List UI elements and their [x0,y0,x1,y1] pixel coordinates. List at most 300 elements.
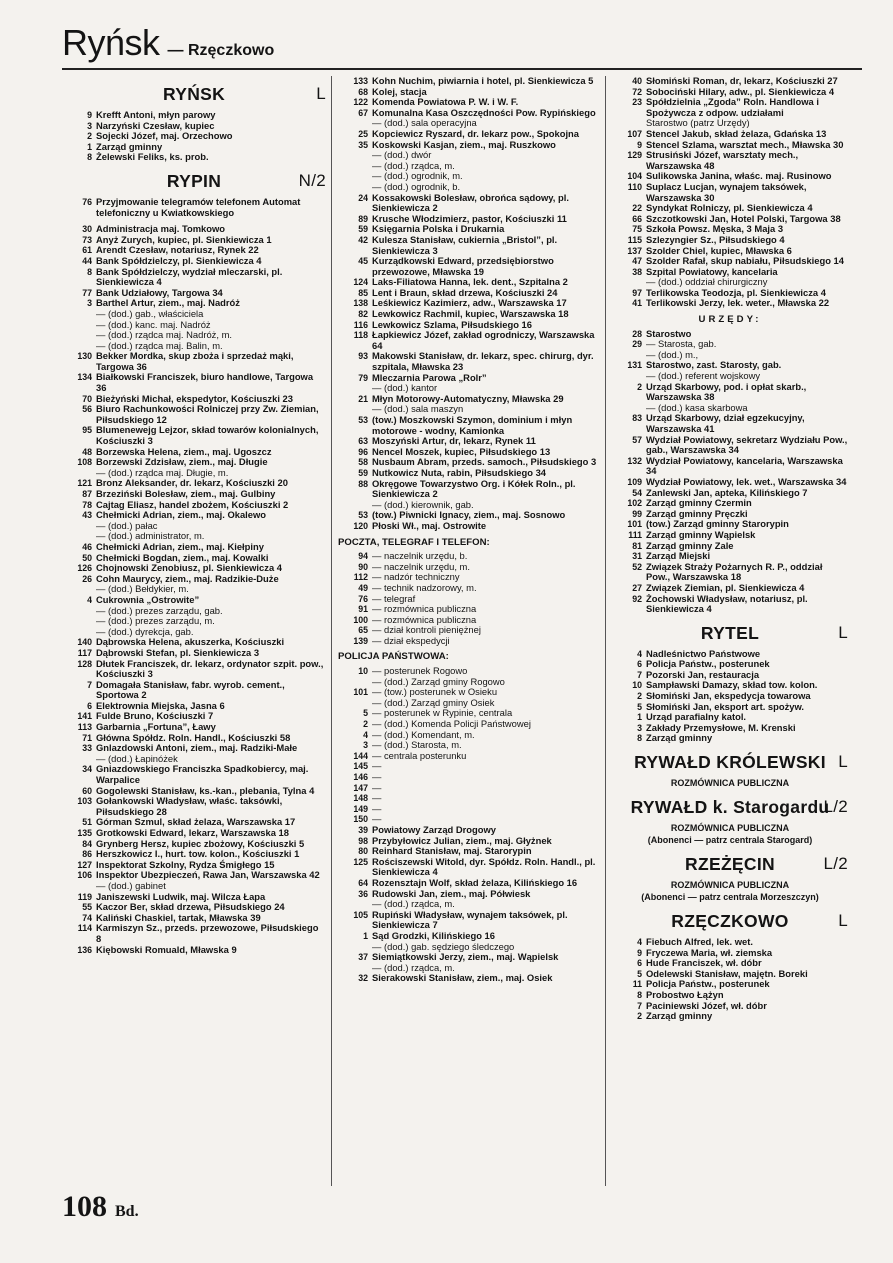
phone-number: 47 [632,256,642,267]
subscriber-name: Kaliński Chaskiel, tartak, Mławska 39 [96,911,261,923]
phone-number [338,404,368,415]
phone-number: 4 [637,937,642,947]
subscriber-name: Hude Franciszek, wł. dóbr [646,957,762,969]
phone-number: 9 [637,139,642,150]
phone-number: 7 [87,679,92,690]
phone-number: 3 [363,740,368,751]
listing [612,97,848,118]
listing [62,923,326,944]
listing [338,825,600,836]
subscriber-name: Rudowski Jan, ziem., maj. Półwiesk [372,887,531,899]
subscriber-name: Odelewski Stanisław, majętn. Boreki [646,967,808,979]
subscriber-name: Borzewska Helena, ziem., maj. Ugoszcz [96,445,272,457]
town-note: ROZMÓWNICA PUBLICZNA [670,822,790,833]
subscriber-name: Sulikowska Janina, właśc. maj. Rusinowo [646,170,832,182]
phone-number: 31 [632,551,642,562]
subscriber-name: Zarząd gminny [646,732,713,744]
phone-number: 50 [82,552,92,563]
listing [62,425,326,446]
phone-number: 145 [353,761,368,772]
phone-number: 53 [358,510,368,521]
phone-number: 55 [82,902,92,913]
listing [62,110,326,121]
subscriber-name: Syndykat Rolniczy, pl. Sienkiewicza 4 [646,202,813,214]
phone-number: 94 [358,551,368,562]
phone-number: 46 [82,541,92,552]
subscriber-name: Makowski Stanisław, dr. lekarz, spec. chirurg, dyr. szpitala, Mławska 23 [372,350,594,373]
listing [338,330,600,351]
phone-number: 63 [358,436,368,447]
subscriber-name: Powiatowy Zarząd Drogowy [372,823,496,835]
phone-number: 81 [632,540,642,551]
subscriber-name: Gniazdowskiego Franciszka Spadkobiercy, maj. Warpalice [96,763,309,786]
town-name: RZEŻĘCIN [685,853,775,874]
subscriber-name: Wydział Powiatowy, sekretarz Wydziału Pow., gab., Warszawska 34 [646,433,848,456]
phone-number [62,320,92,331]
subscriber-name: Inspektor Ubezpieczeń, Rawa Jan, Warszawska 42 [96,869,320,881]
phone-number [338,118,368,129]
phone-number: 24 [358,192,368,203]
phone-number: 44 [82,255,92,266]
subscriber-name: — (dod.) administrator, m. [96,530,205,542]
subscriber-name: — (dod.) Bełdykier, m. [96,583,189,595]
subscriber-name: — (dod.) rządca, m. [372,159,455,171]
subscriber-name: Bekker Mordka, skup zboża i sprzedaż mąki, Targowa 36 [96,350,294,372]
subscriber-name: Kulesza Stanisław, cukiernia „Bristol”, pl. Sienkiewicza 3 [372,233,558,256]
phone-number [612,277,642,288]
subscriber-name: Chełmicki Adrian, ziem., maj. Kiełpiny [96,540,264,552]
phone-number: 10 [358,666,368,677]
page-footer [62,1190,139,1224]
subscriber-name: — (dod.) sala operacyjna [372,117,477,129]
phone-number: 101 [353,687,368,698]
subscriber-name: Komunalna Kasa Oszczędności Pow. Rypińskiego [372,106,596,118]
listing [62,659,326,680]
phone-number [338,161,368,172]
subscriber-name: Wydział Powiatowy, kancelaria, Warszawska 34 [646,454,843,477]
phone-number: 112 [353,572,368,583]
subscriber-name: Bank Spółdzielczy, pl. Sienkiewicza 4 [96,254,262,266]
subscriber-name: Grynberg Hersz, kupiec zbożowy, Kościuszki 5 [96,837,305,849]
town-note: (Abonenci — patrz centrala Starogard) [647,835,813,846]
subscriber-name: Herszkowicz I., hurt. tow. kolon., Kościuszki 1 [96,848,300,860]
phone-number: 3 [637,722,642,733]
subscriber-name: Chełmicki Adrian, ziem., maj. Okalewo [96,509,267,521]
phone-number [62,606,92,617]
phone-number: 76 [82,196,92,207]
listing [338,129,600,140]
subscriber-name: Gnlazdowski Antoni, ziem., maj. Radziki-Małe [96,742,298,754]
subscriber-name: Fulde Bruno, Kościuszki 7 [96,710,214,722]
phone-number: 78 [82,499,92,510]
phone-number: 23 [632,97,642,108]
phone-number: 27 [632,582,642,593]
listing [62,152,326,163]
phone-number: 39 [358,824,368,835]
phone-number: 122 [353,97,368,108]
subscriber-name: — (dod.) pałac [96,519,158,531]
phone-number: 72 [632,86,642,97]
phone-number: 41 [632,298,642,309]
phone-number: 106 [77,870,92,881]
subscriber-name: Szolder Rafał, skup nabiału, Piłsudskiego 14 [646,255,844,267]
page-header [62,22,862,70]
phone-number: 3 [87,120,92,131]
listing [338,931,600,942]
subscriber-name: — technik nadzorowy, m. [372,581,477,593]
subscriber-name: Krefft Antoni, młyn parowy [96,109,216,120]
subscriber-name: Księgarnia Polska i Drukarnia [372,223,505,235]
subscriber-name: — [372,813,382,825]
phone-number: 116 [353,319,368,330]
subscriber-name: — telegraf [372,592,416,604]
subscriber-name: Lewkowicz Rachmil, kupiec, Warszawska 18 [372,308,569,320]
phone-number: 73 [82,234,92,245]
sub-listing [62,881,326,892]
phone-number: 83 [632,413,642,424]
subscriber-name: Cohn Maurycy, ziem., maj. Radzikie-Duże [96,572,279,584]
phone-number [62,330,92,341]
subscriber-name: — posterunek w Rypinie, centrala [372,707,513,719]
phone-number: 95 [82,425,92,436]
phone-number: 108 [77,457,92,468]
phone-number: 2 [637,1011,642,1022]
column-right [612,76,848,1022]
subscriber-name: Arendt Czesław, notariusz, Rynek 22 [96,244,259,256]
listing [612,456,848,477]
subscriber-name: Rupiński Władysław, wynajem taksówek, pl. Sienkiewicza 7 [372,908,568,931]
section-heading: POCZTA, TELEGRAF I TELEFON: [338,536,490,548]
subscriber-name: Wydział Powiatowy, lek. wet., Warszawska 34 [646,475,847,487]
subscriber-name: Bronz Aleksander, dr. lekarz, Kościuszki 20 [96,477,288,489]
listing [338,910,600,931]
phone-number: 5 [637,968,642,979]
listing [338,479,600,500]
page-number: 108 [62,1190,107,1223]
subscriber-name: Lewkowicz Szlama, Piłsudskiego 16 [372,318,532,330]
listing [338,973,600,984]
listing [338,772,600,783]
subscriber-name: Nutkowicz Nuta, rabin, Piłsudskiego 34 [372,466,546,478]
phone-number [62,341,92,352]
listing [612,182,848,203]
subscriber-name: — (dod.) rządca maj. Nadróż, m. [96,329,232,341]
subscriber-name: Sojecki Józef, maj. Orzechowo [96,130,233,142]
subscriber-name: Okręgowe Towarzystwo Org. i Kółek Roln., pl. Sienkiewicza 2 [372,477,576,500]
phone-number: 4 [637,648,642,659]
subscriber-name: Dąbrowski Stefan, pl. Sienkiewicza 3 [96,646,260,658]
town-name: RYTEL [700,622,760,643]
subscriber-name: Szlezyngier Sz., Piłsudskiego 4 [646,233,785,245]
subscriber-name: Mleczarnia Parowa „Rolr” [372,371,487,383]
subscriber-name: — (dod.) kantor [372,382,438,394]
subscriber-name: Zakłady Przemysłowe, M. Krenski [646,721,796,733]
subscriber-name: — (dod.) ogrodnik, b. [372,180,461,192]
subscriber-name: Zarząd gminny [646,1010,713,1022]
phone-number: 99 [632,508,642,519]
subscriber-name: Nencel Moszek, kupiec, Piłsudskiego 13 [372,445,551,457]
column-divider [605,76,606,1186]
subscriber-name: — (dod.) prezes zarządu, gab. [96,604,223,616]
subscriber-name: Garbarnia „Fortuna”, Ławy [96,721,216,733]
listing [62,595,326,606]
subscriber-name: Anyż Zurych, kupiec, pl. Sienkiewicza 1 [96,233,272,245]
listing [338,351,600,372]
exchange-code: L [838,911,848,930]
phone-number: 2 [363,719,368,730]
subscriber-name: Łapkiewicz Józef, zakład ogrodniczy, Warszawska 64 [372,329,595,351]
subscriber-name: Starostwo (patrz Urzędy) [646,117,750,129]
subscriber-name: — (dod.) gabinet [96,879,166,891]
subscriber-name: Terlikowski Jerzy, lek. weter., Mławska 22 [646,297,830,309]
listing [338,583,600,594]
phone-number: 128 [77,658,92,669]
town-heading [612,623,848,643]
listing [612,298,848,309]
subscriber-name: Stencel Jakub, skład żelaza, Gdańska 13 [646,127,827,139]
subscriber-name: Gołankowski Władysław, właśc. taksówki, Piłsudskiego 28 [96,795,283,817]
subscriber-name: — (dod.) sala maszyn [372,403,464,415]
phone-number: 85 [358,287,368,298]
town-name: RYPIN [166,170,222,191]
phone-number: 53 [358,415,368,425]
subscriber-name: — [372,771,382,782]
listing [62,404,326,425]
phone-number: 147 [353,782,368,793]
phone-number: 48 [82,446,92,457]
listing [338,256,600,277]
subscriber-name: Żochowski Władysław, notariusz, pl. Sienkiewicza 4 [646,592,808,615]
subscriber-name: — [372,781,382,793]
phone-number: 33 [82,743,92,754]
phone-number: 2 [637,691,642,702]
town-name: RYŃSK [162,84,226,104]
town-heading [612,911,848,931]
listing [62,680,326,701]
listing [612,129,848,140]
phone-number: 144 [353,750,368,761]
subscriber-name: Chojnowski Zenobiusz, pl. Sienkiewicza 4 [96,562,282,574]
phone-number [62,531,92,542]
town-note: ROZMÓWNICA PUBLICZNA [670,879,790,890]
subscriber-name: — (dod.) Komendant, m. [372,728,475,740]
subscriber-name: Reinhard Stanisław, maj. Starorypin [372,845,532,857]
phone-number [338,942,368,953]
phone-number: 92 [632,593,642,604]
phone-number: 75 [632,224,642,235]
listing [338,235,600,256]
listing [62,542,326,553]
subscriber-name: Domagała Stanisław, fabr. wyrob. cement., Sportowa 2 [96,678,285,701]
phone-number: 42 [358,234,368,245]
subscriber-name: Zanlewski Jan, apteka, Kilińskiego 7 [646,486,808,498]
phone-number: 43 [82,510,92,521]
listing [62,267,326,288]
subscriber-name: — (dod.) kasa skarbowa [646,401,748,413]
listing [338,415,600,436]
subscriber-name: Policja Państw., posterunek [646,978,770,990]
subscriber-name: — (dod.) Łapinóżek [96,752,178,764]
phone-number: 107 [627,128,642,139]
phone-number: 125 [353,856,368,867]
phone-number: 131 [627,360,642,371]
phone-number: 113 [77,722,92,733]
subscriber-name: Przyjmowanie telegramów telefonem Automat telefoniczny u Kwiatkowskiego [96,195,301,218]
subscriber-name: Laks-Filiatowa Hanna, lek. dent., Szpitalna 2 [372,276,568,288]
section-heading: POLICJA PAŃSTWOWA: [338,651,449,663]
subscriber-name: Sobociński Hilary, adw., pl. Sienkiewicza 4 [646,85,835,97]
subscriber-name: Komenda Powiatowa P. W. i W. F. [372,96,519,108]
phone-number: 7 [637,1000,642,1011]
phone-number: 132 [627,455,642,466]
listing [612,382,848,403]
listing [338,76,600,87]
phone-number: 118 [353,330,368,341]
phone-number: 54 [632,487,642,498]
subscriber-name: — dział kontroli pieniężnej [372,624,481,636]
phone-number: 97 [632,287,642,298]
phone-number: 150 [353,814,368,825]
phone-number: 49 [358,582,368,593]
listing [612,733,848,744]
subscriber-name: Barthel Artur, ziem., maj. Nadróż [96,297,240,309]
subscriber-name: Suplacz Lucjan, wynajem taksówek, Warszawska 30 [646,180,807,203]
subscriber-name: Bank Udziałowy, Targowa 34 [96,286,223,298]
subscriber-name: Sąd Grodzki, Kilińskiego 16 [372,929,495,941]
subscriber-name: Inspektorat Szkolny, Rydza Śmigłego 15 [96,858,275,870]
phone-number [62,309,92,320]
listing [338,636,600,647]
subscriber-name: Terlikowska Teodozja, pl. Sienkiewicza 4 [646,286,826,298]
town-name: RZĘCZKOWO [671,911,789,931]
subscriber-name: Zarząd gminny [96,140,163,152]
phone-number: 1 [363,930,368,941]
subscriber-name: Młyn Motorowy-Automatyczny, Mławska 29 [372,392,564,404]
subscriber-name: Sampławski Damazy, skład tow. kolon. [646,679,818,691]
phone-number [612,371,642,382]
town-note: (Abonenci — patrz centrala Morzeszczyn) [641,892,819,903]
subscriber-name: Urząd Skarbowy, pod. i opłat skarb., Warszawska 38 [646,380,807,403]
phone-number: 32 [358,973,368,984]
phone-number: 64 [358,877,368,888]
phone-number [62,468,92,479]
subscriber-name: — (tow.) posterunek w Osieku [372,686,498,698]
phone-number: 22 [632,203,642,214]
subscriber-name: Rościszewski Witold, dyr. Spółdz. Roln. Handl., pl. Sienkiewicza 4 [372,855,596,878]
phone-number: 34 [82,764,92,775]
subscriber-name: Probostwo Łążyn [646,988,724,1000]
subscriber-name: — (dod.) referent wojskowy [646,370,761,382]
phone-number: 88 [358,478,368,489]
phone-number: 52 [632,561,642,572]
subscriber-name: Grotkowski Edward, lekarz, Warszawska 18 [96,827,289,838]
subscriber-name: Chełmicki Bogdan, ziem., maj. Kowalki [96,551,269,563]
column-middle [338,76,600,984]
subscriber-name: Spółdzielnia „Zgoda” Roln. Handlowa i Spożywcza z odpow. udziałami [646,96,819,118]
region-abbr: Bd. [115,1203,139,1220]
subscriber-name: Siemiątkowski Jerzy, ziem., maj. Wąpielsk [372,951,559,963]
phone-number: 25 [358,128,368,139]
subscriber-name: Kurządkowski Edward, przedsiębiorstwo przewozowe, Mławska 19 [372,255,554,277]
subscriber-name: — Starosta, gab. [646,338,717,350]
phone-number: 117 [77,647,92,658]
subscriber-name: Leśkiewicz Kazimierz, adw., Warszawska 17 [372,297,567,309]
phone-number: 67 [358,107,368,118]
subscriber-name: Policja Państw., posterunek [646,658,770,670]
phone-number: 65 [358,625,368,636]
phone-number [338,899,368,910]
town-name: RYWAŁD k. Starogardu [630,796,830,817]
phone-number: 59 [358,224,368,235]
listing [338,193,600,214]
subscriber-name: Strusiński Józef, warsztaty mech., Warszawska 48 [646,149,799,171]
phone-number [338,150,368,161]
phone-number: 59 [358,467,368,478]
listing [338,878,600,889]
subscriber-name: — nadzór techniczny [372,571,460,583]
phone-number: 126 [77,563,92,574]
phone-number: 104 [627,171,642,182]
listing [62,828,326,839]
phone-number [62,627,92,638]
phone-number: 10 [632,680,642,691]
subscriber-name: Cukrownia „Ostrowite” [96,593,200,605]
town-heading [612,854,848,874]
listing [612,477,848,488]
subscriber-name: — [372,802,382,814]
phone-number: 26 [82,573,92,584]
listing [62,489,326,500]
phone-number: 141 [77,711,92,722]
listing [612,1011,848,1022]
subscriber-name: — (dod.) Starosta, m. [372,739,462,751]
phone-number: 9 [87,110,92,120]
listing [612,937,848,948]
exchange-code: L [316,84,326,103]
subscriber-name: Urząd Skarbowy, dział egzekucyjny, Warszawska 41 [646,412,805,434]
subscriber-name: Starostwo, zast. Starosty, gab. [646,359,782,371]
section-heading: URZĘDY: [698,314,762,326]
phone-number: 140 [77,637,92,648]
phone-number: 90 [358,561,368,572]
subscriber-name: Blumenewejg Lejzor, skład towarów kolonialnych, Kościuszki 3 [96,424,319,447]
listing [62,256,326,267]
subscriber-name: Fryczewa Maria, wł. ziemska [646,946,773,958]
subscriber-name: — (dod.) rządca maj. Balin, m. [96,339,223,351]
phone-number: 82 [358,309,368,320]
phone-number: 133 [353,76,368,86]
subscriber-name: Administracja maj. Tomkowo [96,223,226,235]
phone-number [338,182,368,193]
subscriber-name: Urząd parafialny katol. [646,711,747,723]
phone-number: 11 [632,979,642,990]
subscriber-name: — (dod.) prezes zarządu, m. [96,615,215,627]
column-divider [331,76,332,1186]
subscriber-name: Moszyński Artur, dr, lekarz, Rynek 11 [372,435,536,447]
subscriber-name: Szczotkowski Jan, Hotel Polski, Targowa 38 [646,212,841,224]
phone-number [338,171,368,182]
phone-number: 80 [358,846,368,857]
subscriber-name: — (dod.) dwór [372,149,432,161]
phone-number: 2 [637,381,642,392]
phone-number: 130 [77,351,92,362]
phone-number: 1 [87,141,92,152]
phone-number [62,754,92,765]
phone-number: 37 [358,952,368,963]
listing [612,530,848,541]
phone-number: 3 [87,298,92,309]
listing [612,150,848,171]
